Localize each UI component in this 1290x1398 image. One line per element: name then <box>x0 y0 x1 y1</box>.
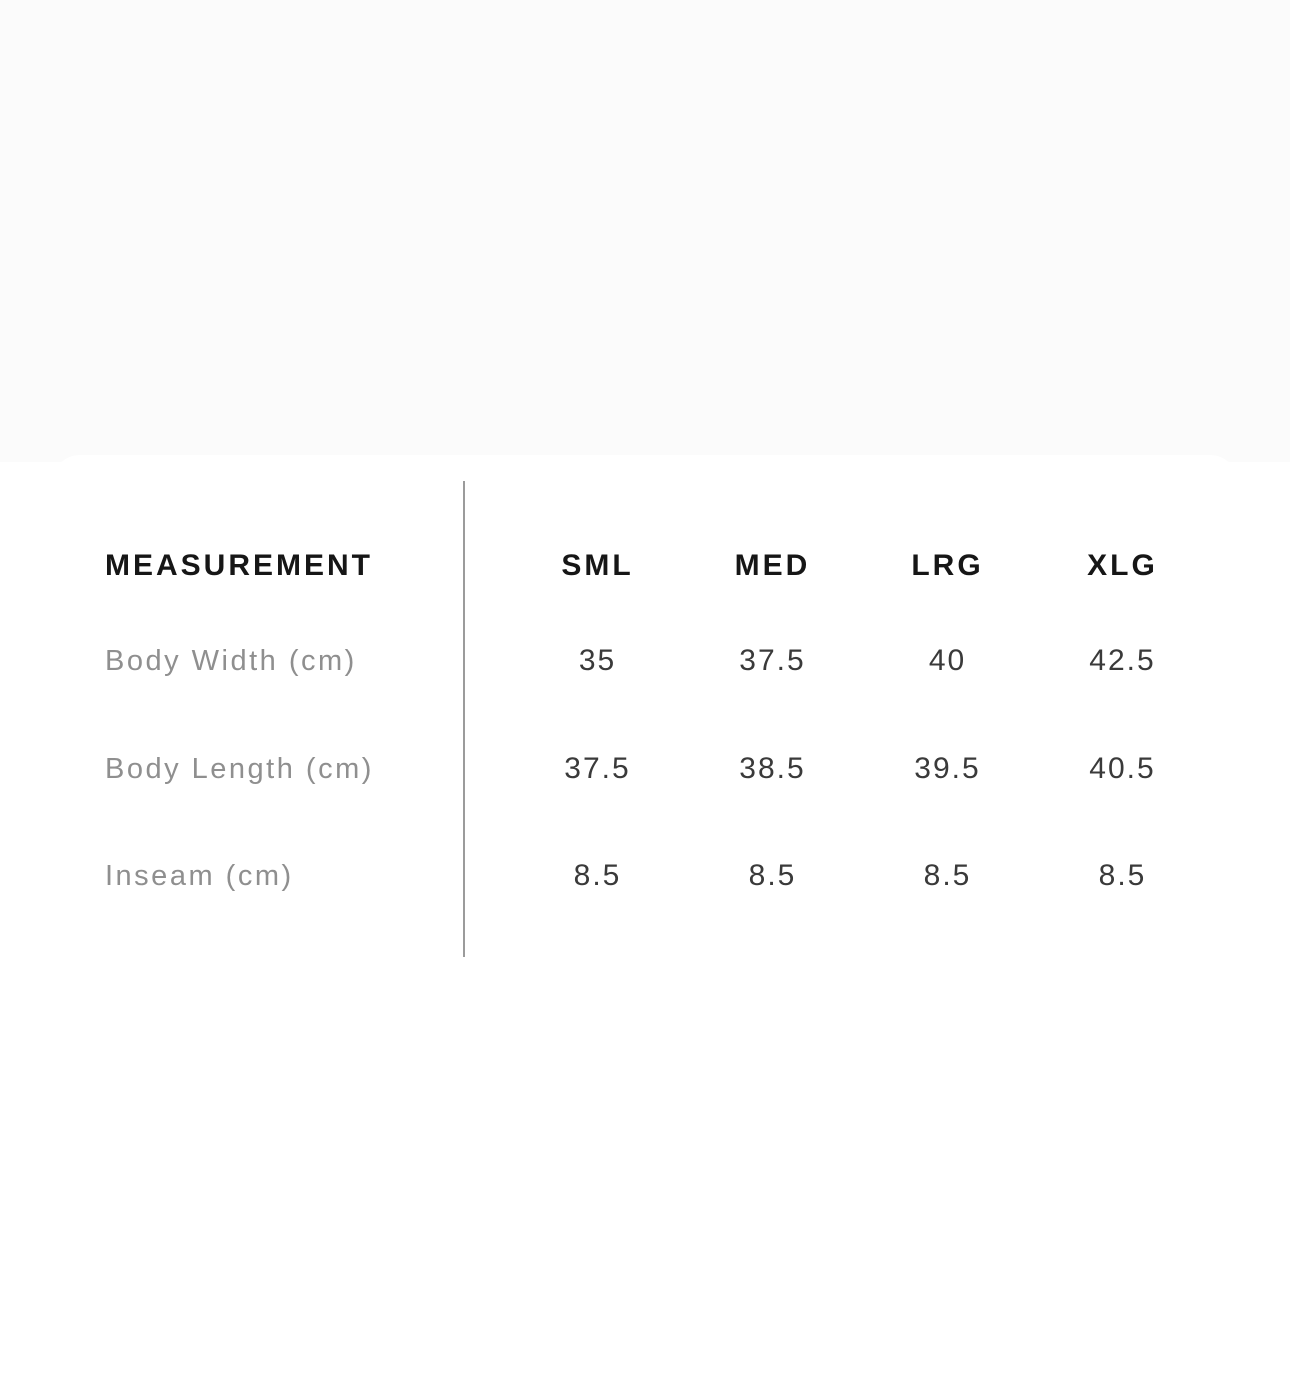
cell-body-length-sml: 37.5 <box>564 752 631 785</box>
cell-body-width-med: 37.5 <box>739 644 806 677</box>
table-row-body-length <box>105 744 1210 794</box>
cell-body-length-xlg: 40.5 <box>1089 752 1156 785</box>
size-column-header-med: MED <box>734 549 811 582</box>
cell-body-width-xlg: 42.5 <box>1089 644 1156 677</box>
size-column-header-xlg: XLG <box>1087 549 1158 582</box>
row-label-inseam: Inseam (cm) <box>105 859 294 892</box>
cell-inseam-sml: 8.5 <box>573 859 622 892</box>
cell-inseam-med: 8.5 <box>748 859 797 892</box>
cell-body-length-lrg: 39.5 <box>914 752 981 785</box>
row-label-body-length: Body Length (cm) <box>105 752 374 785</box>
cell-body-width-lrg: 40 <box>928 644 967 677</box>
size-chart-header-row <box>105 541 1210 591</box>
size-column-header-lrg: LRG <box>911 549 984 582</box>
table-row-body-width <box>105 636 1210 686</box>
cell-inseam-xlg: 8.5 <box>1098 859 1147 892</box>
page-backdrop <box>0 0 1290 462</box>
cell-body-width-sml: 35 <box>578 644 617 677</box>
table-row-inseam <box>105 851 1210 901</box>
row-label-body-width: Body Width (cm) <box>105 644 357 677</box>
cell-inseam-lrg: 8.5 <box>923 859 972 892</box>
cell-body-length-med: 38.5 <box>739 752 806 785</box>
size-column-header-sml: SML <box>561 549 634 582</box>
measurement-column-header: MEASUREMENT <box>105 549 374 582</box>
